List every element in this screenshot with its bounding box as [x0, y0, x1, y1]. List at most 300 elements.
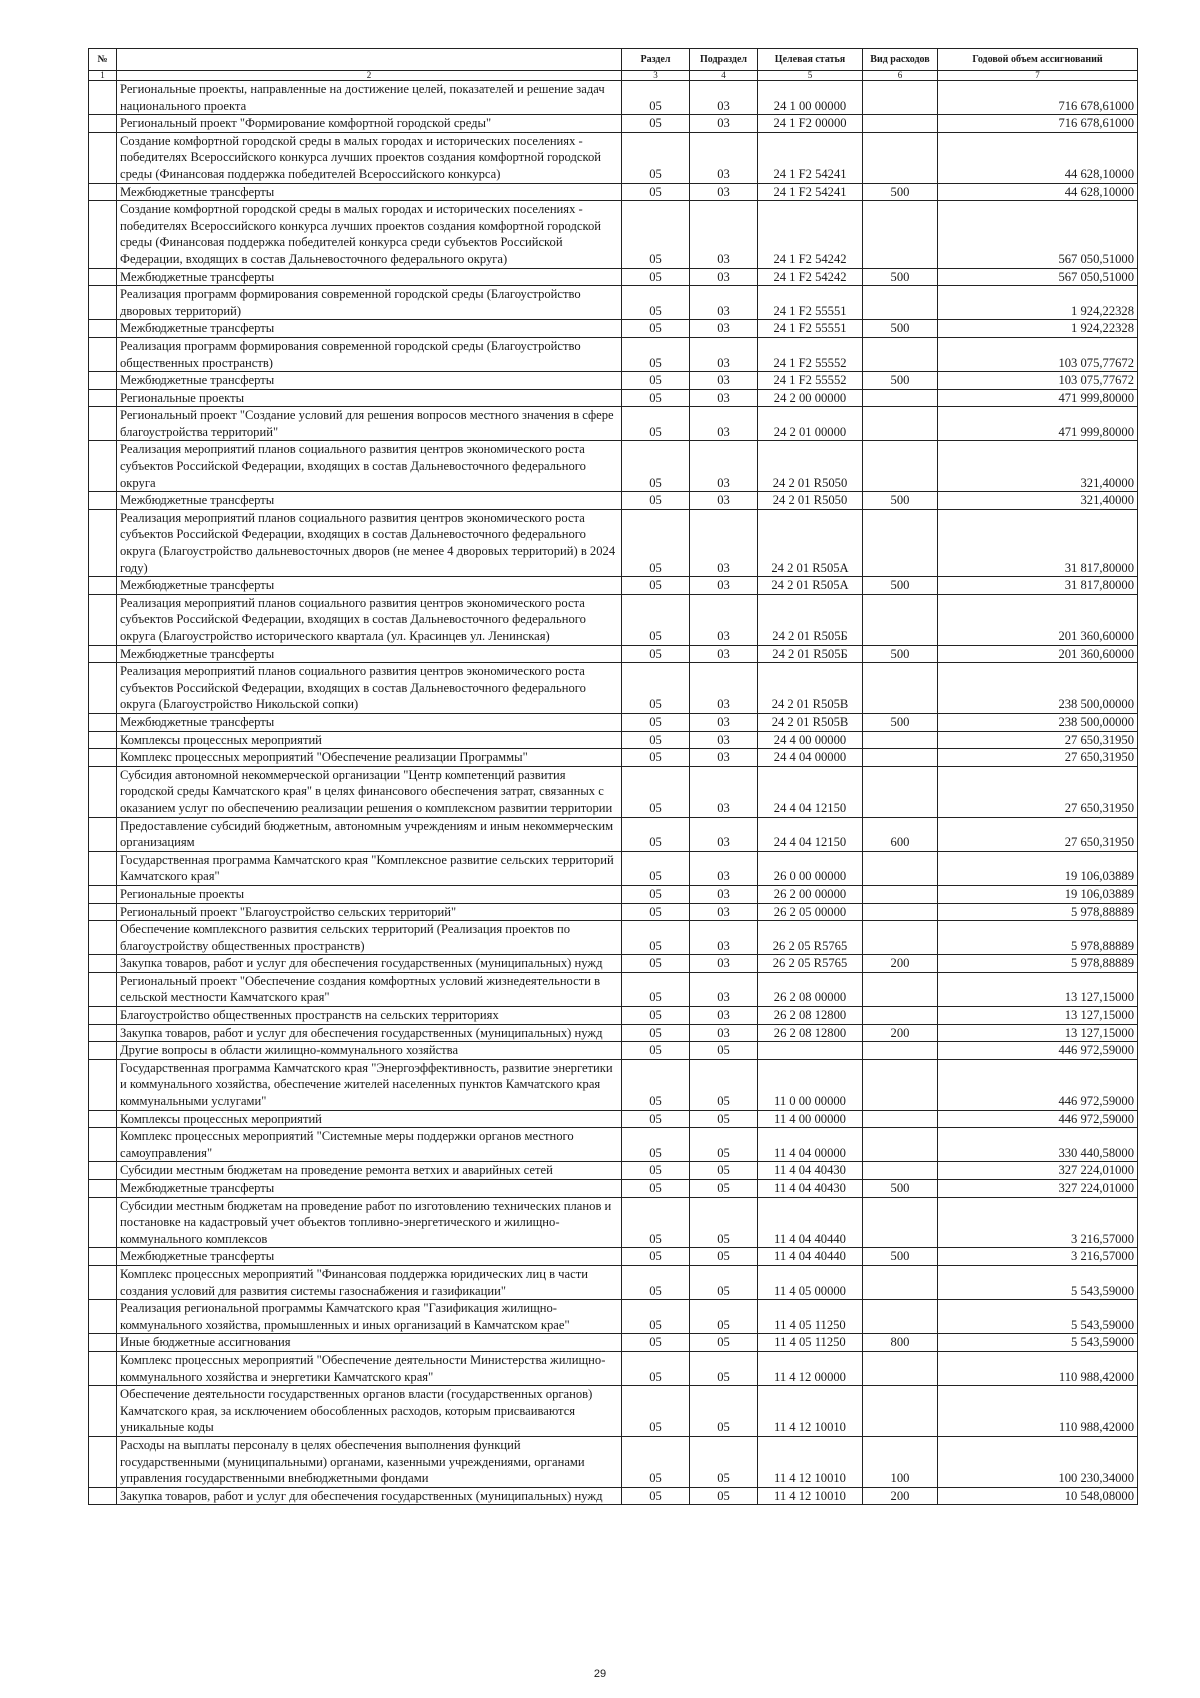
row-name-cell: Реализация региональной программы Камчатского края "Газификация жилищно-коммунального хозяйства, промышленных и иных организаций в Камчатском крае" [117, 1300, 622, 1334]
table-row [89, 1128, 1138, 1162]
row-name-cell: Региональный проект "Обеспечение создания комфортных условий жизнедеятельности в сельской местности Камчатского края" [117, 972, 622, 1006]
row-podrazdel-cell: 03 [690, 389, 758, 407]
row-razdel-cell: 05 [622, 1128, 690, 1162]
row-podrazdel-cell: 05 [690, 1197, 758, 1248]
row-number-cell [89, 1197, 117, 1248]
row-number-cell [89, 903, 117, 921]
table-row [89, 1386, 1138, 1437]
col-expense-type-header: Вид расходов [863, 49, 938, 71]
row-expense-type-cell: 500 [863, 320, 938, 338]
table-row [89, 268, 1138, 286]
row-name-cell: Региональные проекты [117, 389, 622, 407]
row-target-cell: 24 2 01 R505Б [758, 645, 863, 663]
row-target-cell: 24 4 04 12150 [758, 766, 863, 817]
row-number-cell [89, 441, 117, 492]
row-expense-type-cell: 600 [863, 817, 938, 851]
row-name-cell: Межбюджетные трансферты [117, 1248, 622, 1266]
col-podrazdel-header: Подраздел [690, 49, 758, 71]
row-name-cell: Закупка товаров, работ и услуг для обеспечения государственных (муниципальных) нужд [117, 1024, 622, 1042]
row-name-cell: Реализация программ формирования современной городской среды (Благоустройство общественных пространств) [117, 337, 622, 371]
row-expense-type-cell: 500 [863, 183, 938, 201]
row-expense-type-cell [863, 1351, 938, 1385]
row-podrazdel-cell: 05 [690, 1042, 758, 1060]
row-number-cell [89, 713, 117, 731]
row-razdel-cell: 05 [622, 1042, 690, 1060]
row-target-cell [758, 1042, 863, 1060]
row-expense-type-cell: 500 [863, 577, 938, 595]
row-target-cell: 11 4 04 40440 [758, 1197, 863, 1248]
row-target-cell: 26 0 00 00000 [758, 851, 863, 885]
table-row [89, 81, 1138, 115]
row-target-cell: 24 1 F2 55551 [758, 286, 863, 320]
row-expense-type-cell: 800 [863, 1334, 938, 1352]
row-target-cell: 11 4 05 11250 [758, 1300, 863, 1334]
row-amount-cell: 27 650,31950 [938, 749, 1138, 767]
table-row [89, 885, 1138, 903]
row-number-cell [89, 201, 117, 268]
row-expense-type-cell [863, 1110, 938, 1128]
row-target-cell: 11 4 12 00000 [758, 1351, 863, 1385]
table-row [89, 389, 1138, 407]
row-number-cell [89, 1265, 117, 1299]
column-number: 4 [690, 71, 758, 81]
row-amount-cell: 31 817,80000 [938, 577, 1138, 595]
row-name-cell: Региональный проект "Создание условий для решения вопросов местного значения в сфере благоустройства территорий" [117, 407, 622, 441]
row-razdel-cell: 05 [622, 645, 690, 663]
col-number-header: № [89, 49, 117, 71]
row-podrazdel-cell: 03 [690, 749, 758, 767]
row-podrazdel-cell: 03 [690, 132, 758, 183]
row-name-cell: Межбюджетные трансферты [117, 183, 622, 201]
row-razdel-cell: 05 [622, 817, 690, 851]
row-amount-cell: 10 548,08000 [938, 1487, 1138, 1505]
row-amount-cell: 716 678,61000 [938, 81, 1138, 115]
row-podrazdel-cell: 03 [690, 766, 758, 817]
table-row [89, 903, 1138, 921]
row-razdel-cell: 05 [622, 1436, 690, 1487]
row-number-cell [89, 851, 117, 885]
row-razdel-cell: 05 [622, 1024, 690, 1042]
row-amount-cell: 110 988,42000 [938, 1351, 1138, 1385]
row-podrazdel-cell: 03 [690, 885, 758, 903]
row-expense-type-cell [863, 903, 938, 921]
row-razdel-cell: 05 [622, 1162, 690, 1180]
row-podrazdel-cell: 03 [690, 268, 758, 286]
row-razdel-cell: 05 [622, 286, 690, 320]
row-number-cell [89, 817, 117, 851]
row-razdel-cell: 05 [622, 921, 690, 955]
table-row [89, 201, 1138, 268]
table-row [89, 492, 1138, 510]
row-amount-cell: 3 216,57000 [938, 1248, 1138, 1266]
row-name-cell: Реализация мероприятий планов социального развития центров экономического роста субъектов Российской Федерации, входящих в состав Дальневосточного федерального округа (Благоустройство дальневосточных дворов (не менее 4 дворовых территорий) в 2024 году) [117, 509, 622, 576]
row-target-cell: 24 2 01 00000 [758, 407, 863, 441]
row-razdel-cell: 05 [622, 903, 690, 921]
row-amount-cell: 446 972,59000 [938, 1059, 1138, 1110]
row-target-cell: 11 4 00 00000 [758, 1110, 863, 1128]
row-amount-cell: 19 106,03889 [938, 851, 1138, 885]
row-number-cell [89, 337, 117, 371]
row-amount-cell: 19 106,03889 [938, 885, 1138, 903]
row-expense-type-cell [863, 441, 938, 492]
row-amount-cell: 3 216,57000 [938, 1197, 1138, 1248]
row-target-cell: 24 1 F2 54242 [758, 268, 863, 286]
row-podrazdel-cell: 05 [690, 1110, 758, 1128]
row-name-cell: Закупка товаров, работ и услуг для обеспечения государственных (муниципальных) нужд [117, 955, 622, 973]
row-name-cell: Реализация мероприятий планов социального развития центров экономического роста субъектов Российской Федерации, входящих в состав Дальневосточного федерального округа (Благоустройство исторического квартала (ул. Красинцев ул. Ленинская) [117, 594, 622, 645]
row-target-cell: 24 2 00 00000 [758, 389, 863, 407]
row-razdel-cell: 05 [622, 663, 690, 714]
row-target-cell: 24 2 01 R505A [758, 509, 863, 576]
table-row [89, 817, 1138, 851]
row-razdel-cell: 05 [622, 81, 690, 115]
row-razdel-cell: 05 [622, 749, 690, 767]
column-number: 7 [938, 71, 1138, 81]
row-number-cell [89, 1162, 117, 1180]
row-expense-type-cell [863, 1300, 938, 1334]
row-expense-type-cell: 100 [863, 1436, 938, 1487]
row-target-cell: 26 2 05 R5765 [758, 955, 863, 973]
table-row [89, 1300, 1138, 1334]
row-razdel-cell: 05 [622, 201, 690, 268]
row-target-cell: 11 4 12 10010 [758, 1487, 863, 1505]
row-name-cell: Обеспечение комплексного развития сельских территорий (Реализация проектов по благоустройству общественных пространств) [117, 921, 622, 955]
row-name-cell: Комплекс процессных мероприятий "Обеспечение деятельности Министерства жилищно-коммунального хозяйства и энергетики Камчатского края" [117, 1351, 622, 1385]
row-razdel-cell: 05 [622, 492, 690, 510]
row-expense-type-cell: 500 [863, 645, 938, 663]
row-podrazdel-cell: 03 [690, 286, 758, 320]
row-podrazdel-cell: 03 [690, 337, 758, 371]
column-number: 1 [89, 71, 117, 81]
col-amount-header: Годовой объем ассигнований [938, 49, 1138, 71]
row-amount-cell: 321,40000 [938, 441, 1138, 492]
row-expense-type-cell [863, 749, 938, 767]
row-amount-cell: 13 127,15000 [938, 1007, 1138, 1025]
row-amount-cell: 201 360,60000 [938, 645, 1138, 663]
row-razdel-cell: 05 [622, 320, 690, 338]
table-row [89, 286, 1138, 320]
row-expense-type-cell: 500 [863, 1180, 938, 1198]
row-number-cell [89, 955, 117, 973]
row-podrazdel-cell: 03 [690, 851, 758, 885]
row-expense-type-cell [863, 81, 938, 115]
row-number-cell [89, 372, 117, 390]
row-expense-type-cell [863, 1265, 938, 1299]
row-podrazdel-cell: 03 [690, 201, 758, 268]
row-podrazdel-cell: 03 [690, 921, 758, 955]
row-amount-cell: 5 978,88889 [938, 903, 1138, 921]
row-razdel-cell: 05 [622, 1197, 690, 1248]
row-podrazdel-cell: 03 [690, 955, 758, 973]
row-expense-type-cell [863, 1197, 938, 1248]
row-number-cell [89, 389, 117, 407]
row-amount-cell: 13 127,15000 [938, 972, 1138, 1006]
row-name-cell: Региональные проекты [117, 885, 622, 903]
table-row [89, 1110, 1138, 1128]
row-podrazdel-cell: 03 [690, 645, 758, 663]
row-expense-type-cell [863, 1042, 938, 1060]
row-target-cell: 11 4 05 00000 [758, 1265, 863, 1299]
row-podrazdel-cell: 03 [690, 594, 758, 645]
row-expense-type-cell [863, 1386, 938, 1437]
row-podrazdel-cell: 05 [690, 1487, 758, 1505]
row-number-cell [89, 1128, 117, 1162]
row-podrazdel-cell: 03 [690, 903, 758, 921]
row-name-cell: Другие вопросы в области жилищно-коммунального хозяйства [117, 1042, 622, 1060]
row-number-cell [89, 1334, 117, 1352]
row-amount-cell: 31 817,80000 [938, 509, 1138, 576]
row-amount-cell: 27 650,31950 [938, 817, 1138, 851]
row-number-cell [89, 1180, 117, 1198]
row-target-cell: 11 4 12 10010 [758, 1386, 863, 1437]
row-name-cell: Межбюджетные трансферты [117, 492, 622, 510]
table-row [89, 183, 1138, 201]
row-expense-type-cell [863, 972, 938, 1006]
row-target-cell: 24 1 F2 00000 [758, 115, 863, 133]
header-row [89, 49, 1138, 71]
row-target-cell: 24 4 04 12150 [758, 817, 863, 851]
row-podrazdel-cell: 05 [690, 1248, 758, 1266]
row-name-cell: Комплекс процессных мероприятий "Системные меры поддержки органов местного самоуправления" [117, 1128, 622, 1162]
row-name-cell: Межбюджетные трансферты [117, 372, 622, 390]
column-number: 2 [117, 71, 622, 81]
row-razdel-cell: 05 [622, 1300, 690, 1334]
row-name-cell: Комплекс процессных мероприятий "Обеспечение реализации Программы" [117, 749, 622, 767]
row-amount-cell: 103 075,77672 [938, 337, 1138, 371]
row-name-cell: Государственная программа Камчатского края "Энергоэффективность, развитие энергетики и коммунального хозяйства, обеспечение жителей населенных пунктов Камчатского края коммунальными услугами" [117, 1059, 622, 1110]
row-expense-type-cell [863, 132, 938, 183]
row-target-cell: 26 2 08 00000 [758, 972, 863, 1006]
row-amount-cell: 446 972,59000 [938, 1110, 1138, 1128]
row-amount-cell: 5 543,59000 [938, 1300, 1138, 1334]
row-amount-cell: 5 978,88889 [938, 921, 1138, 955]
table-row [89, 731, 1138, 749]
row-amount-cell: 201 360,60000 [938, 594, 1138, 645]
row-amount-cell: 5 978,88889 [938, 955, 1138, 973]
table-row [89, 1265, 1138, 1299]
row-name-cell: Расходы на выплаты персоналу в целях обеспечения выполнения функций государственными (муниципальными) органами, казенными учреждениями, органами управления государственными внебюджетными фондами [117, 1436, 622, 1487]
row-podrazdel-cell: 03 [690, 81, 758, 115]
row-name-cell: Межбюджетные трансферты [117, 577, 622, 595]
row-podrazdel-cell: 05 [690, 1265, 758, 1299]
table-row [89, 955, 1138, 973]
row-amount-cell: 471 999,80000 [938, 407, 1138, 441]
row-podrazdel-cell: 03 [690, 1007, 758, 1025]
row-amount-cell: 13 127,15000 [938, 1024, 1138, 1042]
row-amount-cell: 327 224,01000 [938, 1162, 1138, 1180]
row-number-cell [89, 1248, 117, 1266]
row-razdel-cell: 05 [622, 955, 690, 973]
row-razdel-cell: 05 [622, 885, 690, 903]
row-target-cell: 26 2 08 12800 [758, 1007, 863, 1025]
row-number-cell [89, 1386, 117, 1437]
row-amount-cell: 327 224,01000 [938, 1180, 1138, 1198]
row-name-cell: Реализация мероприятий планов социального развития центров экономического роста субъектов Российской Федерации, входящих в состав Дальневосточного федерального округа [117, 441, 622, 492]
row-expense-type-cell [863, 663, 938, 714]
table-row [89, 132, 1138, 183]
row-razdel-cell: 05 [622, 713, 690, 731]
row-razdel-cell: 05 [622, 132, 690, 183]
row-number-cell [89, 766, 117, 817]
row-number-cell [89, 407, 117, 441]
row-razdel-cell: 05 [622, 1351, 690, 1385]
row-name-cell: Межбюджетные трансферты [117, 268, 622, 286]
row-podrazdel-cell: 05 [690, 1180, 758, 1198]
row-expense-type-cell: 200 [863, 1487, 938, 1505]
row-name-cell: Комплекс процессных мероприятий "Финансовая поддержка юридических лиц в части создания условий для развития системы газоснабжения и газификации" [117, 1265, 622, 1299]
row-expense-type-cell [863, 885, 938, 903]
row-name-cell: Межбюджетные трансферты [117, 1180, 622, 1198]
row-target-cell: 24 2 01 R505Б [758, 594, 863, 645]
row-name-cell: Иные бюджетные ассигнования [117, 1334, 622, 1352]
row-razdel-cell: 05 [622, 577, 690, 595]
row-razdel-cell: 05 [622, 1059, 690, 1110]
row-expense-type-cell: 500 [863, 1248, 938, 1266]
row-amount-cell: 27 650,31950 [938, 766, 1138, 817]
row-razdel-cell: 05 [622, 972, 690, 1006]
row-name-cell: Субсидии местным бюджетам на проведение ремонта ветхих и аварийных сетей [117, 1162, 622, 1180]
column-number: 6 [863, 71, 938, 81]
row-podrazdel-cell: 05 [690, 1300, 758, 1334]
row-name-cell: Реализация программ формирования современной городской среды (Благоустройство дворовых территорий) [117, 286, 622, 320]
row-target-cell: 11 4 04 40440 [758, 1248, 863, 1266]
col-name-header [117, 49, 622, 71]
table-row [89, 1487, 1138, 1505]
row-name-cell: Закупка товаров, работ и услуг для обеспечения государственных (муниципальных) нужд [117, 1487, 622, 1505]
row-number-cell [89, 183, 117, 201]
row-razdel-cell: 05 [622, 337, 690, 371]
col-razdel-header: Раздел [622, 49, 690, 71]
row-name-cell: Региональные проекты, направленные на достижение целей, показателей и решение задач национального проекта [117, 81, 622, 115]
row-number-cell [89, 509, 117, 576]
row-target-cell: 24 4 04 00000 [758, 749, 863, 767]
row-number-cell [89, 731, 117, 749]
row-target-cell: 24 4 00 00000 [758, 731, 863, 749]
row-number-cell [89, 749, 117, 767]
row-name-cell: Комплексы процессных мероприятий [117, 731, 622, 749]
table-row [89, 972, 1138, 1006]
row-number-cell [89, 1351, 117, 1385]
table-row [89, 372, 1138, 390]
table-row [89, 1351, 1138, 1385]
row-expense-type-cell [863, 1007, 938, 1025]
table-row [89, 1059, 1138, 1110]
row-target-cell: 24 1 F2 54241 [758, 132, 863, 183]
row-razdel-cell: 05 [622, 268, 690, 286]
row-target-cell: 24 2 01 R5050 [758, 492, 863, 510]
row-target-cell: 11 4 04 40430 [758, 1180, 863, 1198]
table-row [89, 663, 1138, 714]
row-expense-type-cell [863, 337, 938, 371]
table-row [89, 115, 1138, 133]
row-number-cell [89, 885, 117, 903]
table-row [89, 1248, 1138, 1266]
row-amount-cell: 5 543,59000 [938, 1265, 1138, 1299]
row-amount-cell: 446 972,59000 [938, 1042, 1138, 1060]
row-podrazdel-cell: 03 [690, 372, 758, 390]
row-target-cell: 11 4 04 40430 [758, 1162, 863, 1180]
row-number-cell [89, 132, 117, 183]
row-number-cell [89, 1007, 117, 1025]
column-number: 5 [758, 71, 863, 81]
row-podrazdel-cell: 03 [690, 407, 758, 441]
row-podrazdel-cell: 03 [690, 577, 758, 595]
row-podrazdel-cell: 03 [690, 817, 758, 851]
row-amount-cell: 44 628,10000 [938, 132, 1138, 183]
row-expense-type-cell: 200 [863, 955, 938, 973]
row-number-cell [89, 1436, 117, 1487]
row-expense-type-cell: 500 [863, 372, 938, 390]
row-podrazdel-cell: 03 [690, 713, 758, 731]
row-amount-cell: 1 924,22328 [938, 286, 1138, 320]
column-number: 3 [622, 71, 690, 81]
row-amount-cell: 27 650,31950 [938, 731, 1138, 749]
row-number-cell [89, 663, 117, 714]
row-target-cell: 11 0 00 00000 [758, 1059, 863, 1110]
table-row [89, 1180, 1138, 1198]
table-row [89, 749, 1138, 767]
row-name-cell: Государственная программа Камчатского края "Комплексное развитие сельских территорий Камчатского края" [117, 851, 622, 885]
row-number-cell [89, 972, 117, 1006]
row-podrazdel-cell: 05 [690, 1351, 758, 1385]
row-podrazdel-cell: 03 [690, 492, 758, 510]
row-amount-cell: 321,40000 [938, 492, 1138, 510]
row-target-cell: 26 2 05 R5765 [758, 921, 863, 955]
row-name-cell: Субсидии местным бюджетам на проведение работ по изготовлению технических планов и постановке на кадастровый учет объектов топливно-энергетического и жилищно-коммунального комплексов [117, 1197, 622, 1248]
row-podrazdel-cell: 03 [690, 1024, 758, 1042]
row-name-cell: Региональный проект "Благоустройство сельских территорий" [117, 903, 622, 921]
row-target-cell: 24 1 00 00000 [758, 81, 863, 115]
table-row [89, 407, 1138, 441]
row-amount-cell: 238 500,00000 [938, 713, 1138, 731]
row-amount-cell: 44 628,10000 [938, 183, 1138, 201]
column-number-row [89, 71, 1138, 81]
col-target-header: Целевая статья [758, 49, 863, 71]
row-podrazdel-cell: 05 [690, 1436, 758, 1487]
row-number-cell [89, 577, 117, 595]
row-razdel-cell: 05 [622, 731, 690, 749]
row-razdel-cell: 05 [622, 509, 690, 576]
row-razdel-cell: 05 [622, 407, 690, 441]
row-amount-cell: 330 440,58000 [938, 1128, 1138, 1162]
table-row [89, 594, 1138, 645]
row-expense-type-cell [863, 115, 938, 133]
row-podrazdel-cell: 05 [690, 1334, 758, 1352]
row-target-cell: 24 2 01 R505A [758, 577, 863, 595]
table-row [89, 713, 1138, 731]
row-expense-type-cell: 500 [863, 268, 938, 286]
row-number-cell [89, 286, 117, 320]
row-expense-type-cell [863, 1128, 938, 1162]
row-number-cell [89, 320, 117, 338]
row-expense-type-cell [863, 509, 938, 576]
row-podrazdel-cell: 03 [690, 731, 758, 749]
table-row [89, 337, 1138, 371]
row-razdel-cell: 05 [622, 1248, 690, 1266]
table-row [89, 320, 1138, 338]
row-name-cell: Реализация мероприятий планов социального развития центров экономического роста субъектов Российской Федерации, входящих в состав Дальневосточного федерального округа (Благоустройство Никольской сопки) [117, 663, 622, 714]
row-name-cell: Межбюджетные трансферты [117, 645, 622, 663]
row-name-cell: Комплексы процессных мероприятий [117, 1110, 622, 1128]
row-expense-type-cell [863, 201, 938, 268]
row-podrazdel-cell: 05 [690, 1059, 758, 1110]
row-target-cell: 24 2 01 R505B [758, 663, 863, 714]
row-name-cell: Обеспечение деятельности государственных органов власти (государственных органов) Камчатского края, за исключением обособленных расходов, которым присваиваются уникальные коды [117, 1386, 622, 1437]
row-podrazdel-cell: 03 [690, 115, 758, 133]
row-target-cell: 11 4 12 10010 [758, 1436, 863, 1487]
row-target-cell: 24 2 01 R5050 [758, 441, 863, 492]
row-razdel-cell: 05 [622, 1487, 690, 1505]
